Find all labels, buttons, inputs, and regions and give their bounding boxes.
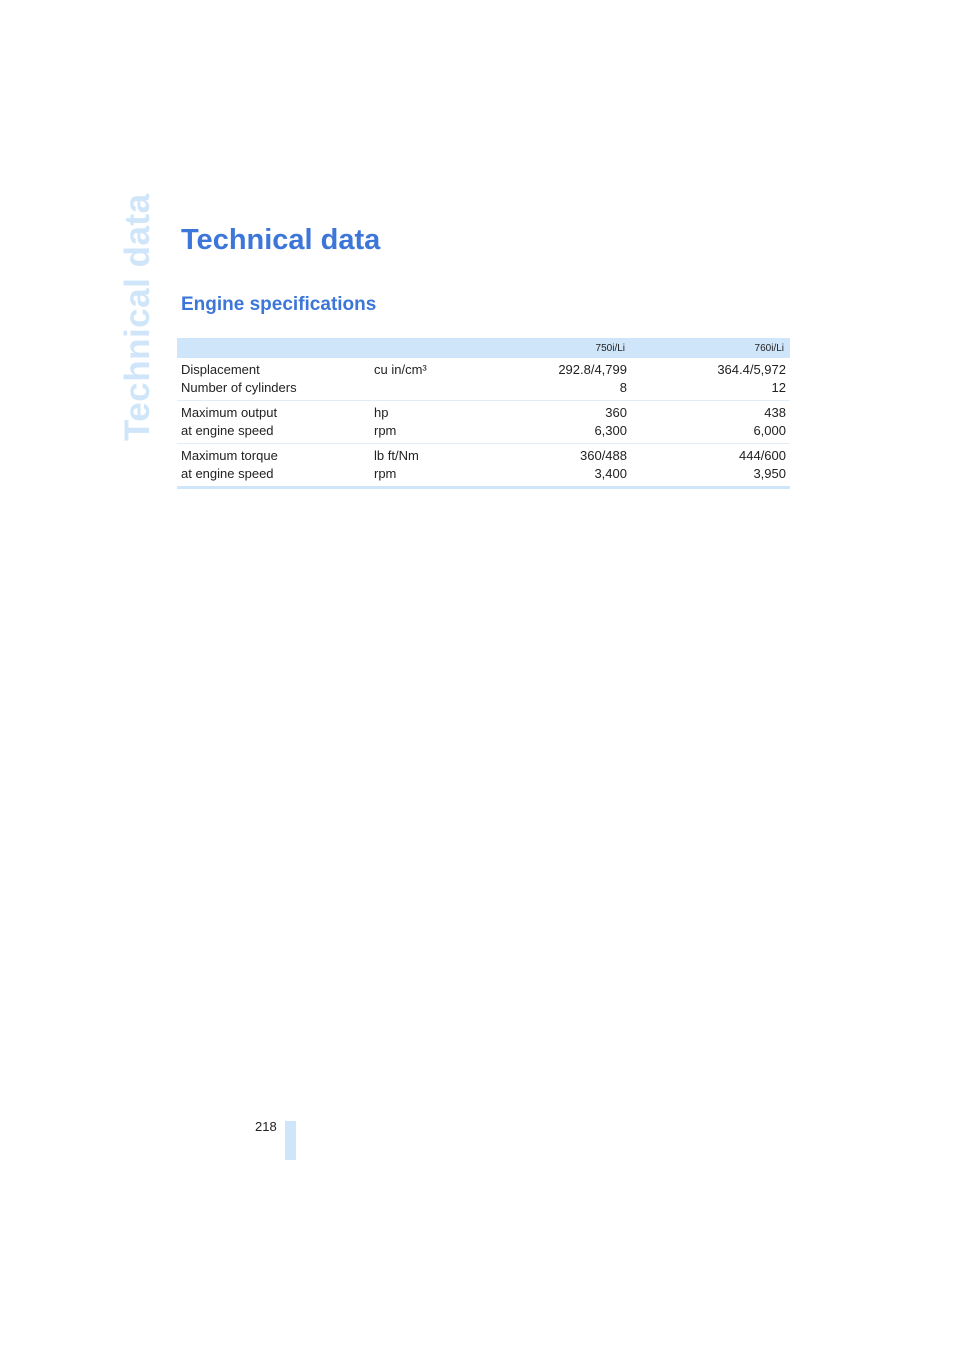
cell-value: 444/600: [739, 448, 786, 463]
cell-value: 364.4/5,972: [717, 362, 786, 377]
side-section-title: Technical data: [118, 193, 157, 441]
cell-value: 3,950: [753, 466, 786, 481]
cell-value: 6,300: [594, 423, 627, 438]
row-unit: rpm: [374, 466, 397, 481]
cell-value: 292.8/4,799: [558, 362, 627, 377]
value-750i: [472, 444, 631, 488]
table-row: [177, 444, 790, 488]
page-number: 218: [255, 1119, 277, 1134]
value-760i: [631, 444, 790, 488]
row-unit: rpm: [374, 423, 397, 438]
row-units: [370, 401, 472, 444]
row-label: Displacement: [181, 362, 260, 377]
value-760i: [631, 358, 790, 401]
row-labels: [177, 358, 370, 401]
column-header-760i: 760i/Li: [631, 338, 790, 358]
value-750i: [472, 358, 631, 401]
page-marker-bar: [285, 1121, 296, 1160]
row-units: [370, 358, 472, 401]
page-title: Technical data: [181, 224, 381, 256]
row-labels: [177, 444, 370, 488]
row-label: Number of cylinders: [181, 380, 297, 395]
cell-value: 8: [619, 380, 627, 395]
column-header-unit: [370, 338, 472, 358]
row-labels: [177, 401, 370, 444]
value-750i: [472, 401, 631, 444]
cell-value: 12: [771, 380, 786, 395]
table-row: [177, 401, 790, 444]
row-unit: lb ft/Nm: [374, 448, 419, 463]
row-label: Maximum output: [181, 405, 278, 420]
row-unit: [374, 379, 468, 397]
column-header-750i: 750i/Li: [472, 338, 631, 358]
row-unit: cu in/cm³: [374, 362, 427, 377]
engine-specifications-table: [177, 338, 790, 489]
table-header-row: [177, 338, 790, 358]
row-unit: hp: [374, 405, 389, 420]
cell-value: 438: [764, 405, 786, 420]
row-units: [370, 444, 472, 488]
value-760i: [631, 401, 790, 444]
table-row: [177, 358, 790, 401]
row-label: at engine speed: [181, 466, 274, 481]
row-label: at engine speed: [181, 423, 274, 438]
column-header-label: [177, 338, 370, 358]
cell-value: 360: [605, 405, 627, 420]
row-label: Maximum torque: [181, 448, 278, 463]
cell-value: 360/488: [580, 448, 627, 463]
section-title: Engine specifications: [181, 294, 377, 315]
cell-value: 6,000: [753, 423, 786, 438]
cell-value: 3,400: [594, 466, 627, 481]
